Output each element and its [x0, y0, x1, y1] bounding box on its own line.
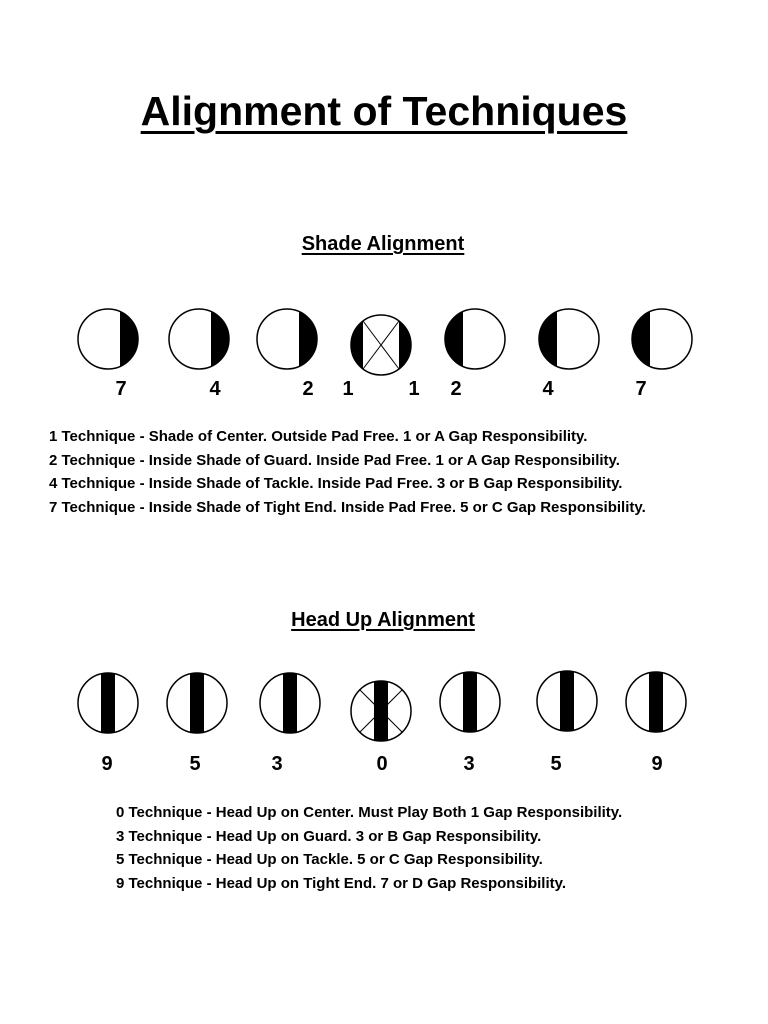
technique-label: 5: [550, 753, 562, 775]
technique-circle-9-left: [78, 673, 138, 733]
technique-label: 1: [408, 378, 420, 400]
technique-label: 1: [342, 378, 354, 400]
technique-description: 2 Technique - Inside Shade of Guard. Inside Pad Free. 1 or A Gap Responsibility.: [49, 451, 620, 469]
technique-circle-4-right: [539, 309, 599, 369]
center-circle: [351, 681, 411, 741]
technique-circle-2-right: [445, 309, 505, 369]
center-circle: [351, 315, 411, 375]
technique-circle-3-left: [260, 673, 320, 733]
technique-label: 7: [635, 378, 647, 400]
technique-description: 7 Technique - Inside Shade of Tight End. Inside Pad Free. 5 or C Gap Responsibility.: [49, 498, 646, 516]
technique-description: 3 Technique - Head Up on Guard. 3 or B Gap Responsibility.: [116, 827, 542, 845]
shade-alignment-svg: [0, 300, 768, 410]
technique-label: 9: [651, 753, 663, 775]
head-up-technique-descriptions: [116, 801, 622, 895]
technique-description: 5 Technique - Head Up on Tackle. 5 or C Gap Responsibility.: [116, 851, 543, 868]
technique-label: 2: [450, 378, 462, 400]
technique-circle-3-right: [440, 672, 500, 732]
head-up-alignment-svg: [0, 665, 768, 780]
shade-alignment-heading: Shade Alignment: [301, 233, 465, 255]
technique-label: 3: [271, 753, 283, 775]
head-up-alignment-heading: Head Up Alignment: [291, 609, 475, 631]
technique-description: 0 Technique - Head Up on Center. Must Play Both 1 Gap Responsibility.: [116, 804, 623, 821]
shade-technique-descriptions: [49, 425, 646, 519]
technique-description: 4 Technique - Inside Shade of Tackle. Inside Pad Free. 3 or B Gap Responsibility.: [49, 475, 623, 492]
technique-label: 3: [463, 753, 475, 775]
technique-label: 5: [189, 753, 201, 775]
technique-circle-7-left: [78, 309, 138, 369]
technique-label: 9: [101, 753, 113, 775]
shade-alignment-diagram: [0, 300, 768, 410]
technique-circle-5-left: [167, 673, 227, 733]
technique-circle-4-left: [169, 309, 229, 369]
technique-circle-2-left: [257, 309, 317, 369]
technique-description: 9 Technique - Head Up on Tight End. 7 or D Gap Responsibility.: [116, 874, 567, 892]
technique-circle-9-right: [626, 672, 686, 732]
technique-circle-7-right: [632, 309, 692, 369]
page-title: Alignment of Techniques: [140, 88, 628, 134]
technique-description: 1 Technique - Shade of Center. Outside Pad Free. 1 or A Gap Responsibility.: [49, 428, 588, 445]
technique-label: 7: [115, 378, 127, 400]
technique-circle-5-right: [537, 671, 597, 731]
head-up-alignment-diagram: [0, 665, 768, 780]
technique-label: 4: [209, 378, 221, 400]
technique-label: 2: [302, 378, 314, 400]
technique-label: 4: [542, 378, 554, 400]
technique-label: 0: [376, 753, 388, 775]
